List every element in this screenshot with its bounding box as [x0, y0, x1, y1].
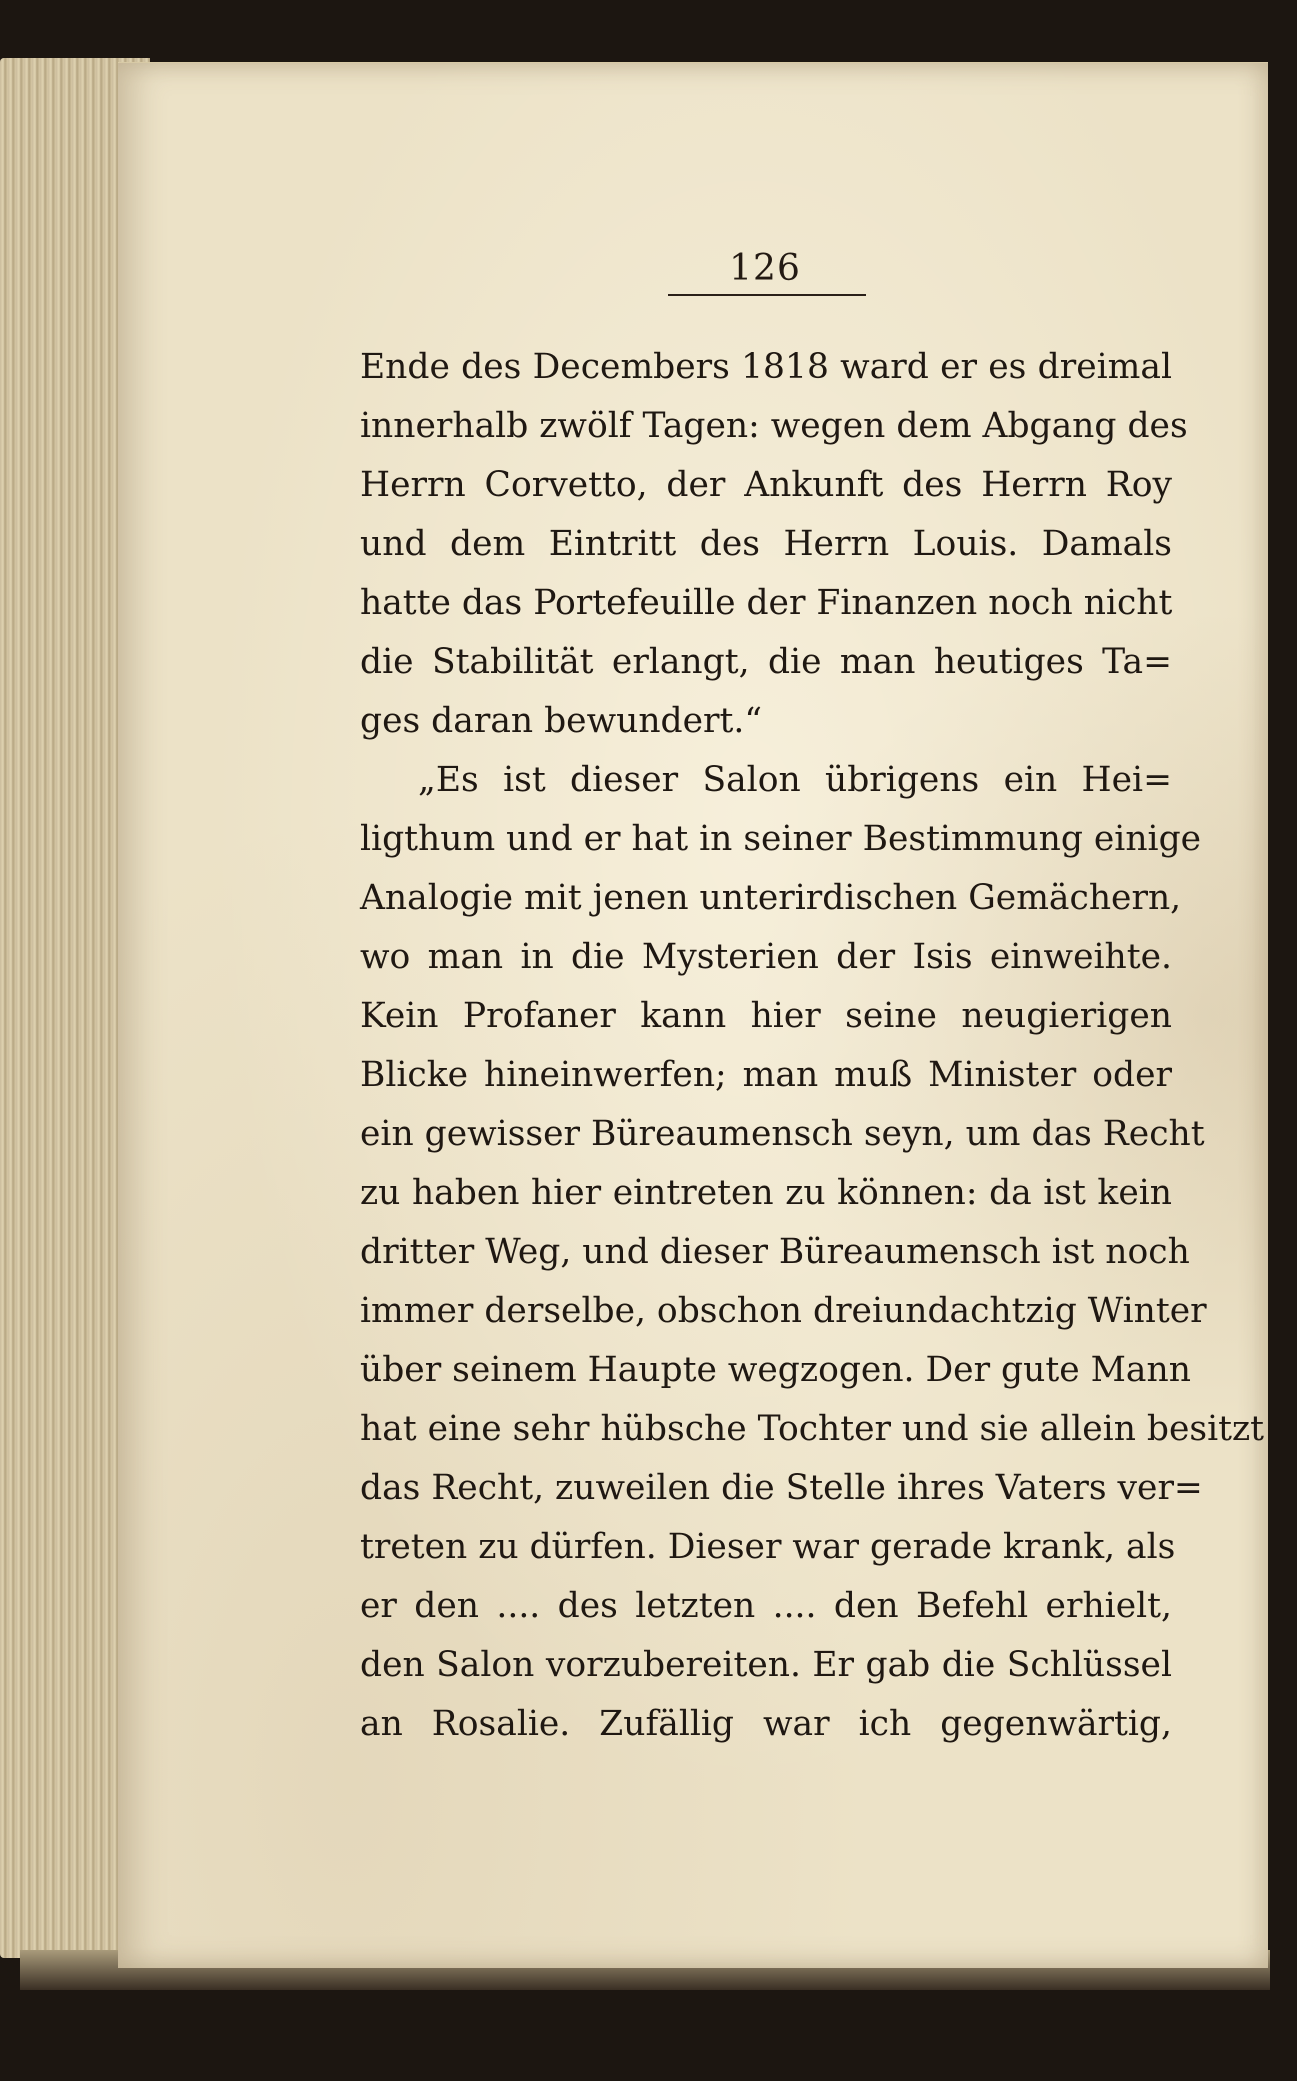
text-line: Kein Profaner kann hier seine neugierigen: [360, 996, 1172, 1036]
text-line: Herrn Corvetto, der Ankunft des Herrn Roy: [360, 465, 1172, 505]
text-line: treten zu dürfen. Dieser war gerade krank, als: [360, 1527, 1176, 1567]
text-line: innerhalb zwölf Tagen: wegen dem Abgang des: [360, 406, 1188, 446]
text-line: hat eine sehr hübsche Tochter und sie allein besitzt: [360, 1409, 1265, 1449]
text-line: er den .... des letzten .... den Befehl erhielt,: [360, 1586, 1172, 1626]
text-line: die Stabilität erlangt, die man heutiges Ta=: [360, 642, 1172, 682]
page-number: 126: [729, 248, 801, 289]
text-line: zu haben hier eintreten zu können: da ist kein: [360, 1173, 1172, 1213]
text-line: hatte das Portefeuille der Finanzen noch nicht: [360, 583, 1173, 623]
text-line: Ende des Decembers 1818 ward er es dreimal: [360, 347, 1172, 387]
text-line: über seinem Haupte wegzogen. Der gute Mann: [360, 1350, 1191, 1390]
text-line: ges daran bewundert.“: [360, 701, 763, 741]
text-line: Analogie mit jenen unterirdischen Gemächern,: [360, 878, 1182, 918]
text-line: immer derselbe, obschon dreiundachtzig Winter: [360, 1291, 1207, 1331]
text-line: an Rosalie. Zufällig war ich gegenwärtig,: [360, 1704, 1172, 1744]
text-line: das Recht, zuweilen die Stelle ihres Vaters ver=: [360, 1468, 1203, 1508]
text-line: Blicke hineinwerfen; man muß Minister oder: [360, 1055, 1172, 1095]
body-text: [360, 338, 1265, 1754]
text-line: ligthum und er hat in seiner Bestimmung einige: [360, 819, 1202, 859]
text-line: dritter Weg, und dieser Büreaumensch ist noch: [360, 1232, 1190, 1272]
text-line: den Salon vorzubereiten. Er gab die Schlüssel: [360, 1645, 1172, 1685]
text-line: wo man in die Mysterien der Isis einweihte.: [360, 937, 1172, 977]
text-line: „Es ist dieser Salon übrigens ein Hei=: [418, 760, 1172, 800]
page-number-rule: [668, 294, 866, 296]
text-line: ein gewisser Büreaumensch seyn, um das Recht: [360, 1114, 1205, 1154]
text-line: und dem Eintritt des Herrn Louis. Damals: [360, 524, 1172, 564]
